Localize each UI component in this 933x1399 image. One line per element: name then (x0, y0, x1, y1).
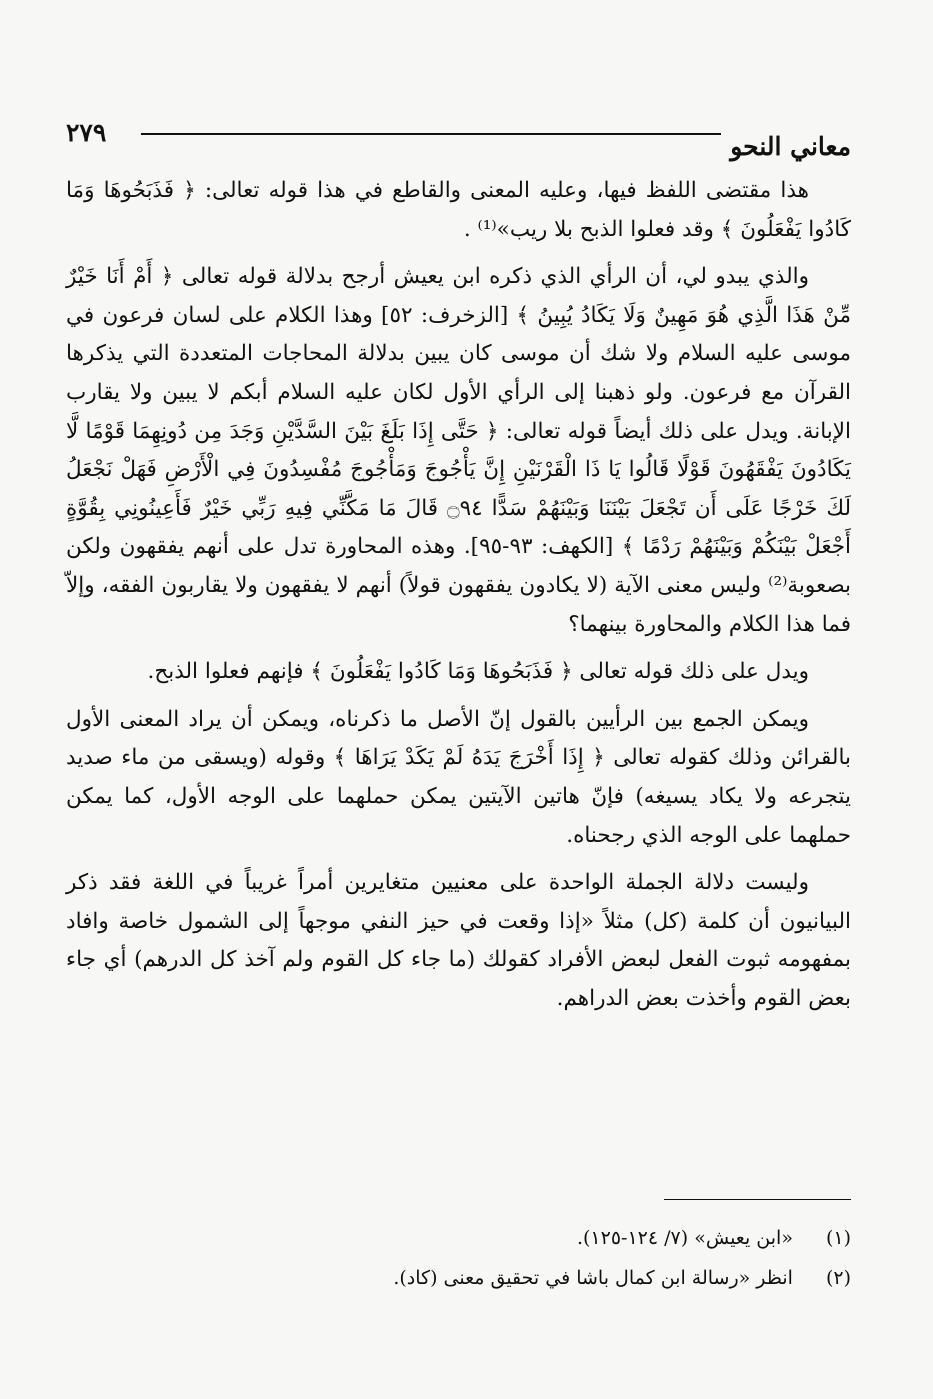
paragraph-5: وليست دلالة الجملة الواحدة على معنيين متغايرين أمراً غريباً في اللغة فقد ذكر البيانيون أن كلمة (كل) مثلاً «إذا وقعت في حيز النفي موجهاً إلى الشمول خاصة وافاد بمفهومه ثبوت الفعل لبعض الأفراد كقولك (ما جاء كل القوم ولم آخذ كل الدرهم) أي جاء بعض القوم وأخذت بعض الدراهم. (66, 870, 851, 1011)
footnote-1 (66, 1218, 851, 1258)
footnote-rule (664, 1199, 851, 1200)
paragraph-1: هذا مقتضى اللفظ فيها، وعليه المعنى والقاطع في هذا قوله تعالى: ﴿ فَذَبَحُوهَا وَمَا كَادُوا يَفْعَلُونَ ﴾ وقد فعلوا الذبح بلا ريب»⁽¹⁾ . (66, 178, 851, 242)
footnote-2-text: انظر «رسالة ابن كمال باشا في تحقيق معنى (كاد). (393, 1267, 793, 1289)
header-rule (141, 133, 721, 135)
footnotes (66, 1218, 851, 1298)
paragraph-3: ويدل على ذلك قوله تعالى ﴿ فَذَبَحُوهَا وَمَا كَادُوا يَفْعَلُونَ ﴾ فإنهم فعلوا الذبح. (147, 659, 809, 685)
footnote-2 (66, 1258, 851, 1298)
footnote-1-text: «ابن يعيش» (٧/ ١٢٤-١٢٥). (576, 1227, 793, 1249)
page-number: ٢٧٩ (66, 118, 107, 147)
footnote-2-number: (٢) (825, 1267, 851, 1289)
paragraph-2: والذي يبدو لي، أن الرأي الذي ذكره ابن يعيش أرجح بدلالة قوله تعالى ﴿ أَمْ أَنَا خَيْرٌ مِّنْ هَذَا الَّذِي هُوَ مَهِينٌ وَلَا يَكَادُ يُبِينُ ﴾ [الزخرف: ٥٢] وهذا الكلام على لسان فرعون في موسى عليه السلام ولا شك أن موسى كان يبين بدلالة المحاجات المتعددة التي يذكرها القرآن مع فرعون. ولو ذهبنا إلى الرأي الأول لكان عليه السلام أبكم لا يبين ولا يقارب الإبانة. ويدل على ذلك أيضاً قوله تعالى: ﴿ حَتَّى إِذَا بَلَغَ بَيْنَ السَّدَّيْنِ وَجَدَ مِن دُونِهِمَا قَوْمًا لَّا يَكَادُونَ يَفْقَهُونَ قَوْلًا قَالُوا يَا ذَا الْقَرْنَيْنِ إِنَّ يَأْجُوجَ وَمَأْجُوجَ مُفْسِدُونَ فِي الْأَرْضِ فَهَلْ نَجْعَلُ لَكَ خَرْجًا عَلَى أَن تَجْعَلَ بَيْنَنَا وَبَيْنَهُمْ سَدًّا ۝٩٤ قَالَ مَا مَكَّنِّي فِيهِ رَبِّي خَيْرٌ فَأَعِينُونِي بِقُوَّةٍ أَجْعَلْ بَيْنَكُمْ وَبَيْنَهُمْ رَدْمًا ﴾ [الكهف: ٩٣-٩٥]. وهذه المحاورة تدل على أنهم يفقهون ولكن بصعوبة⁽²⁾ وليس معنى الآية (لا يكادون يفقهون قولاً) أنهم لا يفقهون ولا يقاربون الفقه، وإلاّ فما هذا الكلام والمحاورة بينهما؟ (66, 264, 851, 637)
page-header (66, 118, 851, 164)
paragraph-4: ويمكن الجمع بين الرأيين بالقول إنّ الأصل ما ذكرناه، ويمكن أن يراد المعنى الأول بالقرائن وذلك كقوله تعالى ﴿ إِذَا أَخْرَجَ يَدَهُ لَمْ يَكَدْ يَرَاهَا ﴾ وقوله (ويسقى من ماء صديد يتجرعه ولا يكاد يسيغه) فإنّ هاتين الآيتين يمكن حملهما على الوجه الأول، كما يمكن حملهما على الوجه الذي رجحناه. (66, 706, 851, 848)
running-title: معاني النحو (730, 132, 851, 161)
body-text (66, 172, 851, 1027)
footnote-1-number: (١) (825, 1227, 851, 1249)
